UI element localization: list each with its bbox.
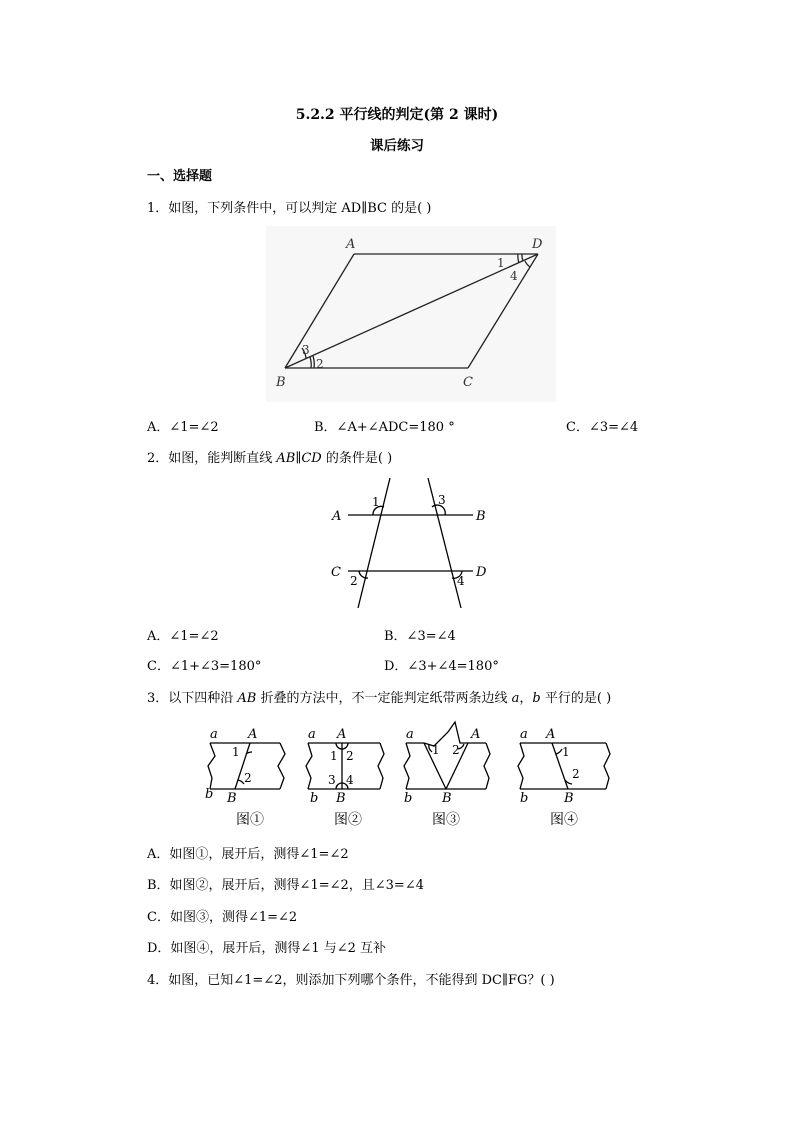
fig2-label-b: b [310,791,319,806]
question-2-figure [328,472,498,612]
question-4-stem: 4．如图，已知∠1=∠2，则添加下列哪个条件，不能得到 DC∥FG？( ) [147,973,555,988]
question-2-stem: 2．如图，能判断直线 AB∥CD 的条件是( ) [147,451,393,466]
question-1-figure [266,226,556,402]
fig4-label-a: a [520,727,528,742]
caption-fig-2: 图② [334,812,362,828]
question-1-option-c[interactable]: C．∠3=∠4 [566,420,639,435]
label-D: D [532,237,543,252]
label-C: C [331,565,341,580]
fig1-angle-2: 2 [244,771,252,785]
question-3-stem: 3．以下四种沿 AB 折叠的方法中，不一定能判定纸带两条边线 a，b 平行的是( ) [147,691,612,706]
label-B: B [276,375,286,390]
fig4-angle-2: 2 [572,767,580,781]
page-subtitle: 课后练习 [370,138,424,154]
question-2-option-a[interactable]: A．∠1=∠2 [147,629,219,644]
question-1-stem: 1．如图，下列条件中，可以判定 AD∥BC 的是( ) [147,201,432,216]
q3-figure-2 [306,743,384,789]
fig2-label-A: A [337,727,347,742]
label-angle-2: 2 [316,357,324,371]
question-3-option-c[interactable]: C．如图③，测得∠1=∠2 [147,910,298,925]
caption-fig-1: 图① [236,812,264,828]
fig3-angle-2: 2 [452,743,460,757]
fig4-label-A: A [546,727,556,742]
fig3-label-b: b [404,791,413,806]
fig1-label-a: a [210,727,218,742]
fig2-angle-1: 1 [330,749,338,763]
fig2-angle-2: 2 [346,749,354,763]
fig4-label-B: B [564,791,574,806]
label-angle-3: 3 [438,493,446,507]
fig3-label-A: A [471,727,481,742]
fig1-label-A: A [248,727,258,742]
fig3-label-B: B [442,791,452,806]
label-angle-3: 3 [302,343,310,357]
fig1-label-B: B [227,791,237,806]
fig2-label-a: a [308,727,316,742]
label-D: D [476,565,487,580]
fig1-angle-1: 1 [232,745,240,759]
question-2-option-d[interactable]: D．∠3+∠4=180° [384,659,499,674]
fig3-label-a: a [406,727,414,742]
page-title: 5.2.2 平行线的判定(第 2 课时) [295,107,499,123]
fig4-angle-1: 1 [562,745,570,759]
caption-fig-3: 图③ [432,812,460,828]
caption-fig-4: 图④ [550,812,578,828]
label-angle-1: 1 [497,256,505,270]
question-1-option-a[interactable]: A．∠1=∠2 [147,420,219,435]
question-2-option-c[interactable]: C．∠1+∠3=180° [147,659,262,674]
question-2-option-b[interactable]: B．∠3=∠4 [384,629,456,644]
label-angle-1: 1 [372,495,380,509]
label-B: B [476,509,486,524]
fig2-label-B: B [336,791,346,806]
label-angle-4: 4 [457,574,465,588]
question-3-figures [200,716,620,832]
label-angle-2: 2 [350,574,358,588]
label-A: A [346,237,356,252]
fig4-label-b: b [520,791,529,806]
fig2-angle-3: 3 [328,773,336,787]
question-3-option-a[interactable]: A．如图①，展开后，测得∠1=∠2 [147,847,349,862]
fig2-angle-4: 4 [346,773,354,787]
label-angle-4: 4 [510,269,518,283]
fig1-label-b: b [205,787,214,802]
label-C: C [463,375,473,390]
question-1-option-b[interactable]: B．∠A+∠ADC=180 ° [314,420,455,435]
fig3-angle-1: 1 [432,743,440,757]
question-3-option-b[interactable]: B．如图②，展开后，测得∠1=∠2，且∠3=∠4 [147,878,424,893]
label-A: A [332,509,342,524]
question-3-option-d[interactable]: D．如图④，展开后，测得∠1 与∠2 互补 [147,941,387,956]
section-heading: 一、选择题 [147,169,213,184]
